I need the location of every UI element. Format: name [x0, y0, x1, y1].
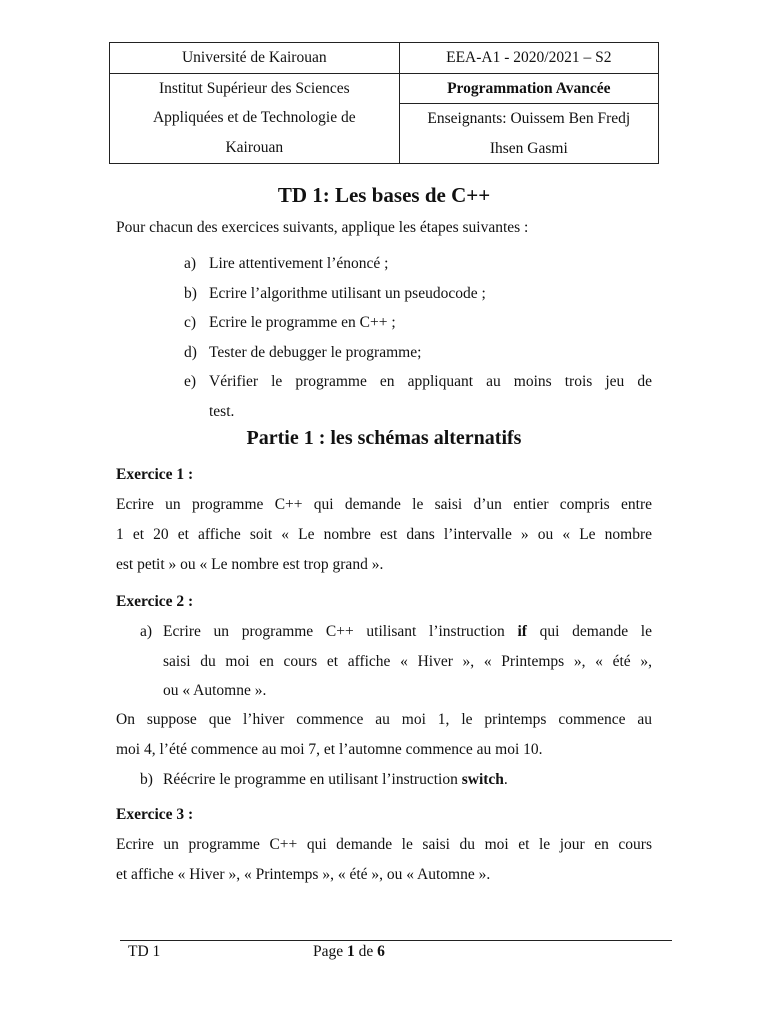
- exercise-2-note: [116, 705, 652, 765]
- text-run: Réécrire le programme en utilisant l’instruction: [163, 771, 462, 788]
- exercise-1-line-2: 1 et 20 et affiche soit « Le nombre est dans l’intervalle » ou « Le nombre: [116, 526, 652, 543]
- exercise-2-a-line-2: saisi du moi en cours et affiche « Hiver », « Printemps », « été »,: [163, 652, 652, 670]
- text-run: Ecrire un programme C++ utilisant l’instruction: [163, 623, 518, 640]
- item-marker: a): [140, 623, 153, 640]
- total-pages: 6: [377, 943, 385, 960]
- step-marker: e): [184, 373, 197, 390]
- step-marker: b): [184, 284, 197, 302]
- steps-list: [184, 249, 652, 426]
- footer-divider: [120, 940, 672, 941]
- step-item: [184, 338, 652, 368]
- step-marker: d): [184, 343, 197, 361]
- university-name: Université de Kairouan: [181, 49, 327, 66]
- step-item: [184, 308, 652, 338]
- step-text-line-1: Vérifier le programme en appliquant au moins trois jeu de: [209, 373, 652, 390]
- exercise-2-item-a: [140, 617, 652, 706]
- exercise-1-line-3: est petit » ou « Le nombre est trop grand ».: [116, 556, 384, 573]
- class-info-cell: [399, 43, 658, 74]
- teachers-line-1: Enseignants: Ouissem Ben Fredj: [427, 110, 631, 127]
- intro-text: Pour chacun des exercices suivants, applique les étapes suivantes :: [116, 219, 529, 236]
- document-title: TD 1: Les bases de C++: [277, 183, 491, 207]
- institute-cell: [110, 73, 400, 164]
- step-item: [184, 279, 652, 309]
- university-cell: [110, 43, 400, 74]
- exercise-2-note-line-1: On suppose que l’hiver commence au moi 1, le printemps commence au: [116, 711, 652, 728]
- teachers-line-2: Ihsen Gasmi: [489, 139, 568, 157]
- step-text: Tester de debugger le programme;: [209, 343, 422, 361]
- exercise-2-title: Exercice 2 :: [116, 593, 194, 610]
- step-marker: a): [184, 255, 197, 272]
- text-run: qui demande le: [526, 623, 652, 640]
- step-text: Ecrire le programme en C++ ;: [209, 314, 396, 331]
- page-number: [313, 943, 385, 961]
- step-text: Ecrire l’algorithme utilisant un pseudocode ;: [209, 284, 486, 302]
- class-info: EEA-A1 - 2020/2021 – S2: [446, 49, 612, 66]
- institute-line-2: Appliquées et de Technologie de: [152, 109, 356, 126]
- exercise-1-title: Exercice 1 :: [116, 466, 194, 483]
- step-item: [184, 249, 652, 279]
- step-marker: c): [184, 314, 197, 331]
- page-word: Page: [313, 943, 348, 960]
- step-text-line-2: test.: [209, 402, 235, 420]
- footer-label: TD 1: [128, 943, 161, 960]
- exercise-3-title: Exercice 3 :: [116, 806, 194, 823]
- course-name: Programmation Avancée: [400, 74, 658, 105]
- exercise-1-text: [116, 490, 652, 580]
- header-table: [109, 42, 659, 164]
- exercise-2-note-line-2: moi 4, l’été commence au moi 7, et l’automne commence au moi 10.: [116, 741, 543, 758]
- course-teachers-cell: [399, 73, 658, 164]
- text-run: .: [503, 771, 508, 788]
- exercise-2-item-b: [140, 765, 652, 795]
- institute-line-3: Kairouan: [225, 138, 284, 156]
- step-item: [184, 367, 652, 426]
- exercise-2-a-line-3: ou « Automne ».: [163, 682, 267, 699]
- step-text: Lire attentivement l’énoncé ;: [209, 255, 389, 272]
- item-marker: b): [140, 771, 153, 788]
- part-1-title: Partie 1 : les schémas alternatifs: [246, 427, 522, 449]
- of-word: de: [354, 943, 378, 960]
- current-page: 1: [347, 943, 355, 960]
- exercise-2-a-line-1: [163, 617, 652, 647]
- exercise-1-line-1: Ecrire un programme C++ qui demande le saisi d’un entier compris entre: [116, 496, 652, 513]
- institute-line-1: Institut Supérieur des Sciences: [158, 79, 350, 97]
- keyword-if: if: [517, 623, 527, 640]
- keyword-switch: switch: [461, 771, 504, 788]
- exercise-3-line-1: Ecrire un programme C++ qui demande le saisi du moi et le jour en cours: [116, 836, 652, 853]
- exercise-3-text: [116, 830, 652, 890]
- exercise-3-line-2: et affiche « Hiver », « Printemps », « été », ou « Automne ».: [116, 866, 491, 883]
